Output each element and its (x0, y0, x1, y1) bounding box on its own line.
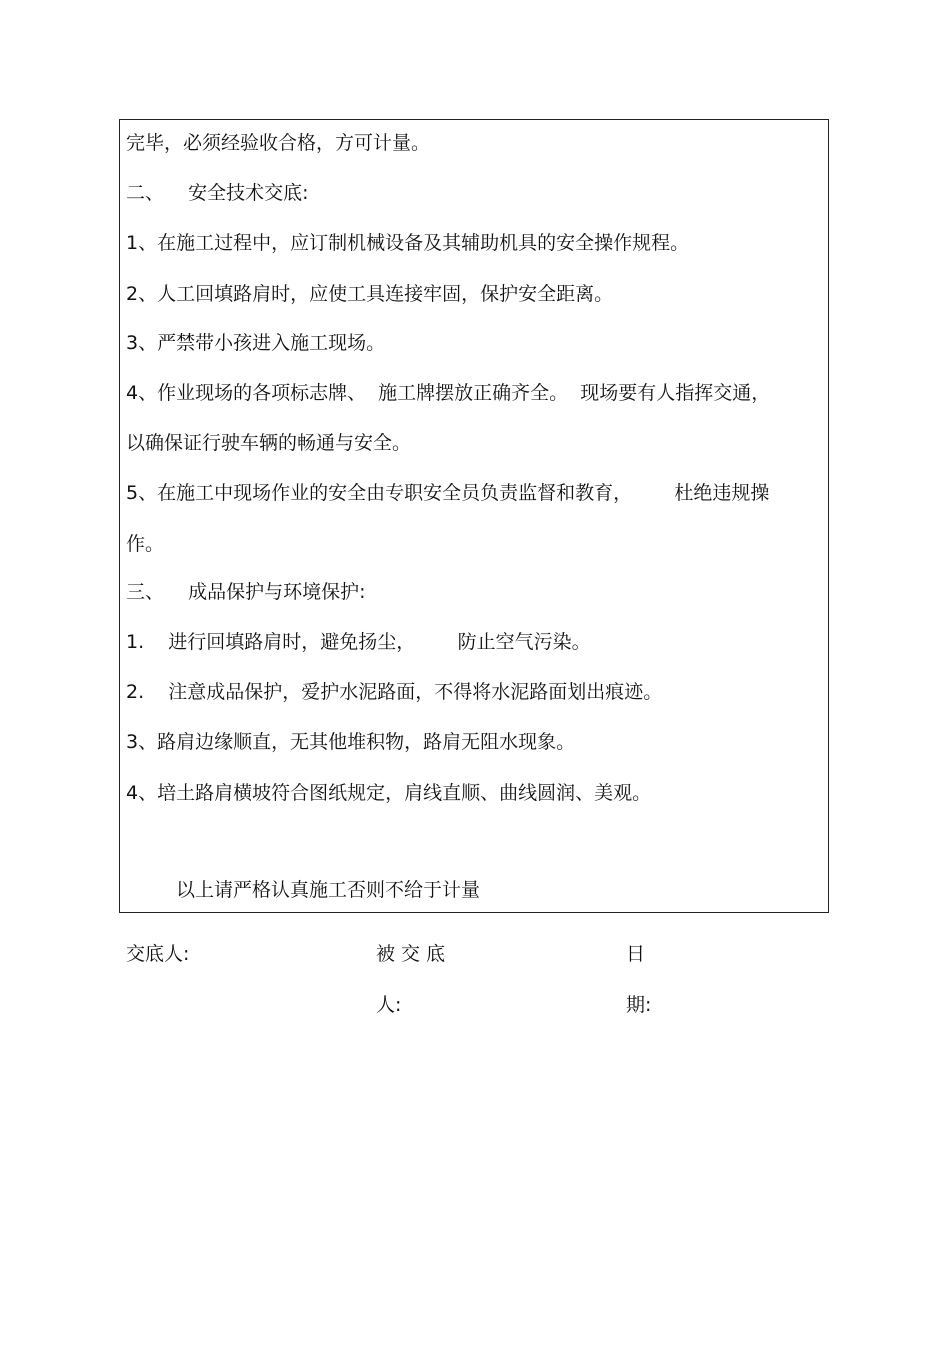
text-line-7: 以确保证行驶车辆的畅通与安全。 (126, 432, 412, 454)
text-line-4: 2、人工回填路肩时，应使工具连接牢固，保护安全距离。 (126, 283, 614, 305)
closing-statement: 以上请严格认真施工否则不给于计量 (176, 879, 481, 901)
text-line-1: 完毕，必须经验收合格，方可计量。 (126, 132, 431, 154)
section-heading-protection: 三、 成品保护与环境保护: (126, 581, 366, 603)
text-line-13: 3、路肩边缘顺直，无其他堆积物，路肩无阻水现象。 (126, 731, 576, 753)
text-line-6: 4、作业现场的各项标志牌、 施工牌摆放正确齐全。 现场要有人指挥交通， (126, 382, 771, 404)
date-label-line2: 期: (626, 994, 652, 1016)
recipient-label-line2: 人: (376, 994, 402, 1016)
text-line-11: 1. 进行回填路肩时，避免扬尘， 防止空气污染。 (126, 631, 591, 653)
date-label-line1: 日 (626, 943, 646, 965)
text-line-3: 1、在施工过程中，应订制机械设备及其辅助机具的安全操作规程。 (126, 232, 690, 254)
text-line-5: 3、严禁带小孩进入施工现场。 (126, 332, 386, 354)
discloser-label: 交底人: (126, 943, 190, 965)
text-line-9: 作。 (126, 533, 165, 555)
text-line-8: 5、在施工中现场作业的安全由专职安全员负责监督和教育， 杜绝违规操 (126, 482, 770, 504)
section-heading-safety: 二、 安全技术交底: (126, 182, 309, 204)
text-line-14: 4、培土路肩横坡符合图纸规定，肩线直顺、曲线圆润、美观。 (126, 782, 652, 804)
recipient-label-line1: 被 交 底 (376, 943, 446, 965)
text-line-12: 2. 注意成品保护，爱护水泥路面，不得将水泥路面划出痕迹。 (126, 681, 663, 703)
